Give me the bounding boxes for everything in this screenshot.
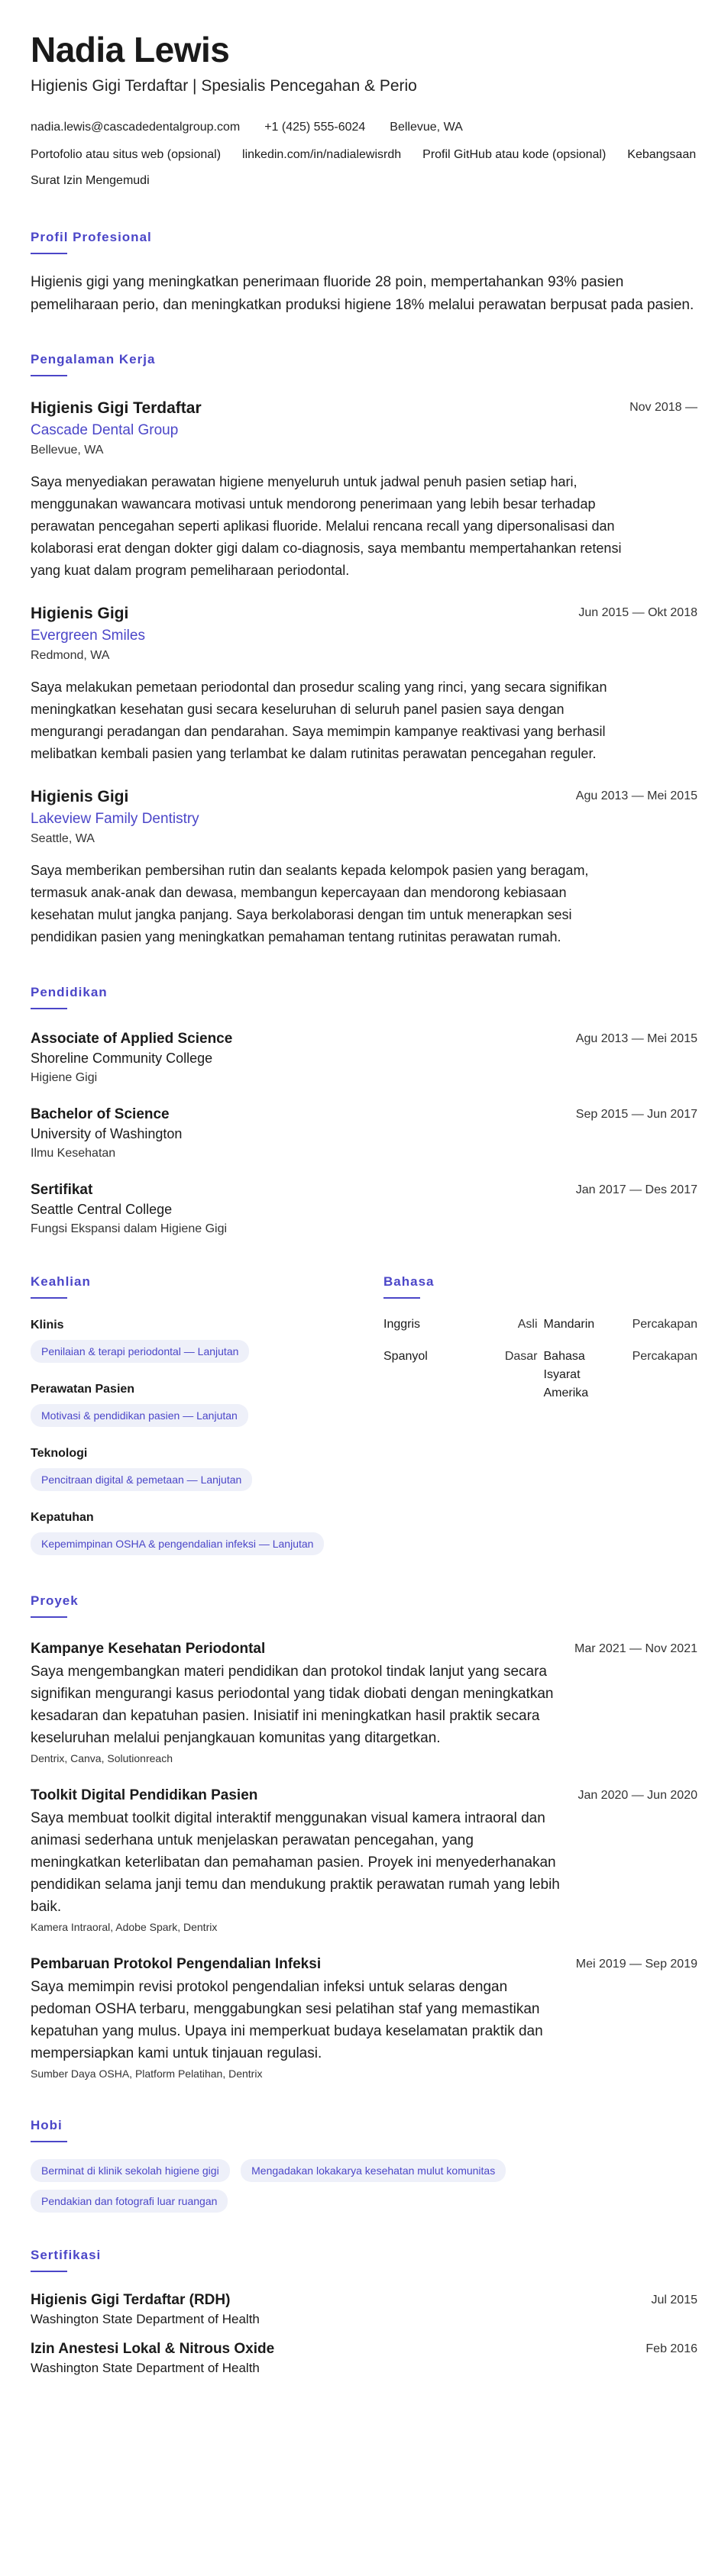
project-title: Kampanye Kesehatan Periodontal [31, 1640, 266, 1657]
section-divider [31, 2141, 67, 2142]
projects-section [31, 1593, 697, 2080]
project-tools: Kamera Intraoral, Adobe Spark, Dentrix [31, 1920, 218, 1933]
job-date: Nov 2018 — [629, 400, 697, 414]
section-divider [383, 1297, 420, 1299]
language-name: Mandarin [543, 1317, 595, 1331]
language-item [544, 1315, 698, 1334]
section-title: Pengalaman Kerja [31, 351, 156, 366]
hobby-chip: Mengadakan lokakarya kesehatan mulut komunitas [241, 2159, 506, 2182]
skill-chip: Pencitraan digital & pemetaan — Lanjutan [31, 1468, 252, 1491]
contact-row [31, 118, 697, 137]
language-item [383, 1315, 538, 1334]
section-divider [31, 1616, 67, 1618]
education-date: Sep 2015 — Jun 2017 [575, 1107, 697, 1121]
candidate-name: Nadia Lewis [31, 30, 230, 69]
education-degree: Associate of Applied Science [31, 1030, 233, 1047]
section-title: Profil Profesional [31, 229, 152, 244]
job-title: Higienis Gigi [31, 604, 129, 622]
email-link[interactable]: nadia.lewis@cascadedentalgroup.com [31, 120, 241, 134]
project-entry [31, 1641, 697, 1764]
location-text: Bellevue, WA [390, 120, 463, 134]
education-degree: Sertifikat [31, 1181, 93, 1198]
job-entry [31, 605, 697, 765]
job-company: Lakeview Family Dentistry [31, 810, 199, 827]
language-level: Asli [517, 1317, 538, 1331]
project-date: Mar 2021 — Nov 2021 [574, 1641, 697, 1655]
skill-category: Perawatan Pasien [31, 1382, 135, 1396]
project-title: Pembaruan Protokol Pengendalian Infeksi [31, 1955, 322, 1972]
section-title: Hobi [31, 2117, 63, 2132]
education-school: University of Washington [31, 1125, 183, 1141]
education-section [31, 985, 697, 1236]
language-level: Dasar [504, 1349, 538, 1363]
hobby-list [31, 2152, 697, 2213]
links-row [31, 146, 697, 190]
languages-section [383, 1274, 697, 1555]
section-divider [31, 375, 67, 376]
section-title: Pendidikan [31, 984, 108, 999]
language-name: Spanyol [383, 1349, 428, 1363]
education-field: Higiene Gigi [31, 1070, 98, 1084]
certification-name: Higienis Gigi Terdaftar (RDH) [31, 2291, 231, 2308]
job-entry [31, 788, 697, 948]
hobby-chip: Pendakian dan fotografi luar ruangan [31, 2190, 228, 2213]
section-divider [31, 1008, 67, 1009]
section-title: Sertifikasi [31, 2247, 102, 2262]
project-entry [31, 1956, 697, 2080]
project-date: Mei 2019 — Sep 2019 [575, 1957, 697, 1971]
hobbies-section [31, 2118, 697, 2213]
skill-chip: Kepemimpinan OSHA & pengendalian infeksi — Lanjutan [31, 1532, 324, 1555]
certification-issuer: Washington State Department of Health [31, 2311, 260, 2326]
section-title: Proyek [31, 1593, 79, 1608]
skills-languages-row [31, 1274, 697, 1555]
section-divider [31, 1297, 67, 1299]
project-date: Jan 2020 — Jun 2020 [578, 1788, 697, 1802]
job-title: Higienis Gigi [31, 787, 129, 805]
job-description: Saya melakukan pemetaan periodontal dan prosedur scaling yang rinci, yang secara signifikan meningkatkan kesehatan gusi secara keseluruhan di seluruh panel pasien saya dengan mengurangi peradangan dan pendarahan. Saya memimpin kampanye reaktivasi yang berhasil melibatkan kembali pasien yang terlambat ke dalam rutinitas perawatan pencegahan reguler. [31, 679, 607, 761]
summary-text: Higienis gigi yang meningkatkan penerimaan fluoride 28 poin, mempertahankan 93% pasien pemeliharaan perio, dan meningkatkan produksi higiene 18% melalui perawatan berpusat pada pasien. [31, 273, 694, 313]
certification-entry [31, 2292, 697, 2327]
drivers-license-text: Surat Izin Mengemudi [31, 173, 150, 187]
portfolio-link[interactable]: Portofolio atau situs web (opsional) [31, 147, 222, 161]
language-name: Bahasa Isyarat Amerika [543, 1349, 589, 1399]
education-date: Jan 2017 — Des 2017 [575, 1183, 697, 1196]
section-divider [31, 2271, 67, 2272]
project-entry [31, 1787, 697, 1933]
nationality-text: Kebangsaan [627, 147, 697, 161]
skill-category: Klinis [31, 1318, 64, 1332]
section-divider [31, 253, 67, 254]
experience-section [31, 352, 697, 948]
project-title: Toolkit Digital Pendidikan Pasien [31, 1787, 258, 1803]
project-tools: Dentrix, Canva, Solutionreach [31, 1751, 173, 1764]
language-grid [383, 1315, 697, 1416]
language-level: Percakapan [632, 1349, 697, 1363]
job-description: Saya menyediakan perawatan higiene menyeluruh untuk jadwal penuh pasien setiap hari, menggunakan wawancara motivasi untuk mendorong penerimaan yang lebih besar terhadap perawatan pencegahan seperti aplikasi fluoride. Melalui rencana recall yang dipersonalisasi dan kolaborasi erat dengan dokter gigi dalam co-diagnosis, saya membantu mempertahankan retensi yang kuat dalam program pemeliharaan periodontal. [31, 473, 622, 578]
education-degree: Bachelor of Science [31, 1106, 170, 1122]
linkedin-link[interactable]: linkedin.com/in/nadialewisrdh [242, 147, 402, 161]
certifications-section [31, 2248, 697, 2376]
certification-issuer: Washington State Department of Health [31, 2360, 260, 2375]
job-location: Seattle, WA [31, 831, 95, 845]
project-tools: Sumber Daya OSHA, Platform Pelatihan, Dentrix [31, 2067, 263, 2080]
github-link[interactable]: Profil GitHub atau kode (opsional) [422, 147, 607, 161]
language-level: Percakapan [632, 1317, 697, 1331]
job-location: Redmond, WA [31, 648, 110, 662]
education-entry [31, 1106, 697, 1160]
job-description: Saya memberikan pembersihan rutin dan sealants kepada kelompok pasien yang beragam, termasuk anak-anak dan dewasa, membangun kepercayaan dan mendorong kebiasaan kesehatan mulut jangka panjang. Saya berkolaborasi dengan tim untuk menerapkan sesi pendidikan pasien yang meningkatkan pemahaman tentang rutinitas perawatan rumah. [31, 862, 589, 944]
skill-chip: Motivasi & pendidikan pasien — Lanjutan [31, 1404, 248, 1427]
skills-section [31, 1274, 383, 1555]
language-item [544, 1348, 698, 1403]
hobby-chip: Berminat di klinik sekolah higiene gigi [31, 2159, 230, 2182]
language-item [383, 1348, 538, 1403]
education-entry [31, 1182, 697, 1236]
project-description: Saya memimpin revisi protokol pengendalian infeksi untuk selaras dengan pedoman OSHA terbaru, menggabungkan sesi pelatihan staf yang memastikan kepatuhan yang mulus. Upaya ini memperkuat budaya keselamatan praktik dan mempersiapkan kami untuk tinjauan regulasi. [31, 1978, 543, 2061]
education-date: Agu 2013 — Mei 2015 [575, 1031, 697, 1045]
education-school: Shoreline Community College [31, 1050, 213, 1066]
job-title: Higienis Gigi Terdaftar [31, 399, 202, 417]
certification-name: Izin Anestesi Lokal & Nitrous Oxide [31, 2340, 275, 2357]
section-title: Keahlian [31, 1273, 91, 1289]
job-company: Evergreen Smiles [31, 627, 145, 644]
job-entry [31, 399, 697, 582]
section-title: Bahasa [383, 1273, 435, 1289]
education-school: Seattle Central College [31, 1201, 173, 1217]
certification-date: Feb 2016 [645, 2342, 697, 2355]
phone-link[interactable]: +1 (425) 555-6024 [264, 120, 366, 134]
education-entry [31, 1031, 697, 1085]
job-company: Cascade Dental Group [31, 421, 179, 438]
skill-chip: Penilaian & terapi periodontal — Lanjutan [31, 1340, 249, 1363]
project-description: Saya membuat toolkit digital interaktif menggunakan visual kamera intraoral dan animasi sederhana untuk menjelaskan perawatan pencegahan, yang meningkatkan keterlibatan dan pemahaman pasien. Proyek ini menyederhanakan pendidikan selama janji temu dan mendukung praktik perawatan rumah yang lebih baik. [31, 1809, 560, 1915]
certification-date: Jul 2015 [651, 2293, 697, 2306]
skill-category: Kepatuhan [31, 1510, 94, 1524]
job-date: Jun 2015 — Okt 2018 [578, 605, 697, 619]
job-location: Bellevue, WA [31, 443, 104, 457]
education-field: Fungsi Ekspansi dalam Higiene Gigi [31, 1222, 228, 1235]
job-date: Agu 2013 — Mei 2015 [575, 789, 697, 802]
certification-entry [31, 2341, 697, 2376]
skill-category: Teknologi [31, 1446, 88, 1460]
summary-section [31, 230, 697, 317]
education-field: Ilmu Kesehatan [31, 1146, 116, 1160]
project-description: Saya mengembangkan materi pendidikan dan protokol tindak lanjut yang secara signifikan mengurangi kasus periodontal yang tidak diobati dengan meningkatkan kesadaran dan kepatuhan pasien. Inisiatif ini meningkatkan hasil praktik secara keseluruhan melalui penjangkauan komunitas yang ditargetkan. [31, 1663, 554, 1746]
language-name: Inggris [383, 1317, 421, 1331]
candidate-title: Higienis Gigi Terdaftar | Spesialis Pencegahan & Perio [31, 76, 417, 95]
